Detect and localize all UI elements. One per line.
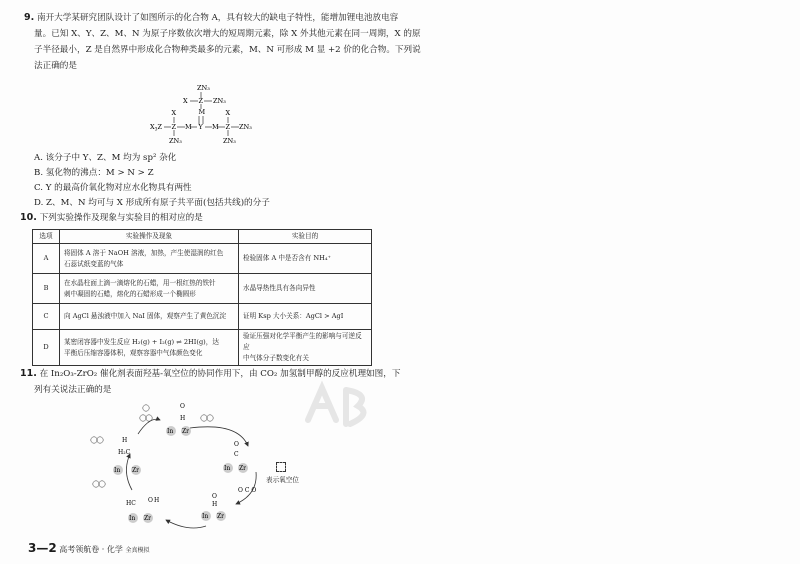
table-row: [33, 244, 372, 274]
q9-stem-3: 子半径最小，Z 是自然界中形成化合物种类最多的元素，M、N 可形成 M 显 +2 价的化合物。下列说: [34, 45, 421, 55]
row-c-operation: 向 AgCl 悬浊液中加入 NaI 固体，观察产生了黄色沉淀: [60, 304, 239, 330]
q10-stem: 下列实验操作及现象与实验目的相对应的是: [39, 213, 203, 223]
struct-m-left: M: [185, 123, 192, 131]
struct-zn3-bl: ZN₃: [169, 137, 182, 145]
q9-option-a: A. 该分子中 Y、Z、M 均为 sp² 杂化: [34, 153, 177, 163]
co2-label: O C O: [238, 487, 257, 494]
q9-stem-1: 南开大学某研究团队设计了如图所示的化合物 A，具有较大的缺电子特性，能增加锂电池放电容: [36, 13, 399, 23]
struct-y: Y: [198, 123, 203, 131]
table-header-row: [33, 230, 372, 244]
struct-z-right: Z: [225, 123, 231, 131]
row-b-op-2: 刺中凝固的石蜡，熔化的石蜡形成一个椭圆形: [64, 289, 196, 298]
row-a-goal: 检验固体 A 中是否含有 NH₄⁺: [239, 244, 372, 274]
zr-label-right: Zr: [239, 465, 247, 472]
struct-x-2: X: [171, 109, 177, 117]
h2-molecules-left: [91, 437, 105, 487]
in-label-left: In: [114, 467, 121, 474]
q9-option-b: B. 氢化物的沸点：M > N > Z: [34, 168, 154, 178]
footer-brand: 高考领航卷 · 化学: [59, 545, 123, 554]
q10-stem-line: [20, 210, 203, 226]
oxygen-vacancy-legend-label: 表示氧空位: [266, 476, 299, 484]
row-b-goal: 水晶导热性具有各向异性: [239, 274, 372, 304]
q10-table: [32, 229, 372, 366]
q10-number: 10.: [20, 212, 37, 223]
o-label-bottom-left: O: [148, 497, 153, 504]
h2c-label: H₂C: [118, 449, 131, 456]
zr-label-bottom-right: Zr: [217, 513, 225, 520]
row-d-operation: [60, 330, 239, 366]
h2-molecules-top: [140, 405, 213, 421]
row-d-goal-2: 中气体分子数变化有关: [243, 354, 309, 362]
q9-stem-4: 法正确的是: [34, 61, 77, 71]
row-d-op-2: 平衡后压缩容器体积，观察容器中气体颜色变化: [64, 348, 203, 357]
struct-zn3-top: ZN₃: [197, 84, 210, 92]
q11-stem-2: 列有关说法正确的是: [34, 385, 112, 395]
h-label-left: H: [122, 437, 128, 444]
h-label-top: H: [180, 415, 186, 422]
struct-x-3: X: [225, 109, 231, 117]
struct-z-left: Z: [171, 123, 177, 131]
row-b-op-1: 在水晶柱面上滴一滴熔化的石蜡，用一根红热的铁针: [64, 278, 216, 287]
row-d-op-1: 某密闭容器中发生反应 H₂(g) + I₂(g) ⇌ 2HI(g)，达: [64, 337, 219, 346]
header-goal: 实验目的: [239, 230, 372, 244]
reaction-mechanism-diagram: [88, 398, 288, 530]
struct-zn3-br: ZN₃: [223, 137, 236, 145]
struct-zn3-far-right: ZN₃: [239, 123, 252, 131]
row-d-goal: [239, 330, 372, 366]
struct-x3z: $X_3Z$: [150, 123, 163, 133]
footer-tail: 全真模拟: [125, 547, 150, 554]
struct-z-center: Z: [198, 97, 204, 105]
table-row: [33, 304, 372, 330]
q11-stem-1: 在 In₂O₃-ZrO₂ 催化剂表面羟基-氧空位的协同作用下，由 CO₂ 加氢制甲醇的反应机理如图，下: [39, 369, 401, 379]
row-a-option: A: [33, 244, 60, 274]
in-label-top: In: [167, 428, 174, 435]
o-label-right: O: [234, 441, 239, 448]
row-d-option: D: [33, 330, 60, 366]
q9-number: 9.: [24, 12, 35, 23]
h-label-bottom-right: H: [212, 501, 218, 508]
struct-m-right: M: [212, 123, 219, 131]
c-label-right: C: [234, 451, 239, 458]
struct-zn3-right: ZN₃: [213, 97, 226, 105]
header-operation: 实验操作及现象: [60, 230, 239, 244]
q9-stem-2: 量。已知 X、Y、Z、M、N 为原子序数依次增大的短周期元素，除 X 外其他元素在同一周期，X 的原: [34, 29, 421, 39]
in-label-right: In: [224, 465, 231, 472]
compound-a-structure: [150, 82, 280, 152]
row-b-operation: [60, 274, 239, 304]
o-label-top: O: [180, 403, 185, 410]
row-c-goal: 证明 Ksp 大小关系：AgCl > AgI: [239, 304, 372, 330]
q11-number: 11.: [20, 368, 37, 379]
row-a-operation: [60, 244, 239, 274]
page-number: 3—2: [28, 541, 57, 555]
o-label-bottom-right: O: [212, 493, 217, 500]
q9-option-d: D. Z、M、N 均可与 X 形成所有原子共平面(包括共线)的分子: [34, 198, 270, 208]
struct-x-1: X: [183, 97, 188, 105]
watermark-graphic: [300, 380, 380, 430]
row-a-op-1: 将固体 A 溶于 NaOH 溶液，加热，产生使湿润的红色: [64, 248, 224, 257]
struct-m-top: M: [198, 108, 206, 116]
in-label-bottom-left: In: [129, 515, 136, 522]
row-c-option: C: [33, 304, 60, 330]
zr-label-left: Zr: [132, 467, 140, 474]
row-a-op-2: 石蕊试纸变蓝的气体: [64, 259, 124, 268]
zr-label-bottom-left: Zr: [144, 515, 152, 522]
q9-option-c: C. Y 的最高价氧化物对应水化物具有两性: [34, 183, 192, 193]
row-b-option: B: [33, 274, 60, 304]
in-label-bottom-right: In: [202, 513, 209, 520]
page-footer: [28, 541, 149, 555]
zr-label-top: Zr: [182, 428, 190, 435]
hc-label: HC: [126, 500, 136, 507]
row-d-goal-1: 验证压强对化学平衡产生的影响与可逆反应: [243, 332, 362, 351]
table-row: [33, 330, 372, 366]
table-row: [33, 274, 372, 304]
q9-line-1: [24, 10, 398, 26]
header-option: 选项: [33, 230, 60, 244]
h-label-bottom-left: H: [154, 497, 160, 504]
oxygen-vacancy-legend-box: [276, 462, 286, 472]
